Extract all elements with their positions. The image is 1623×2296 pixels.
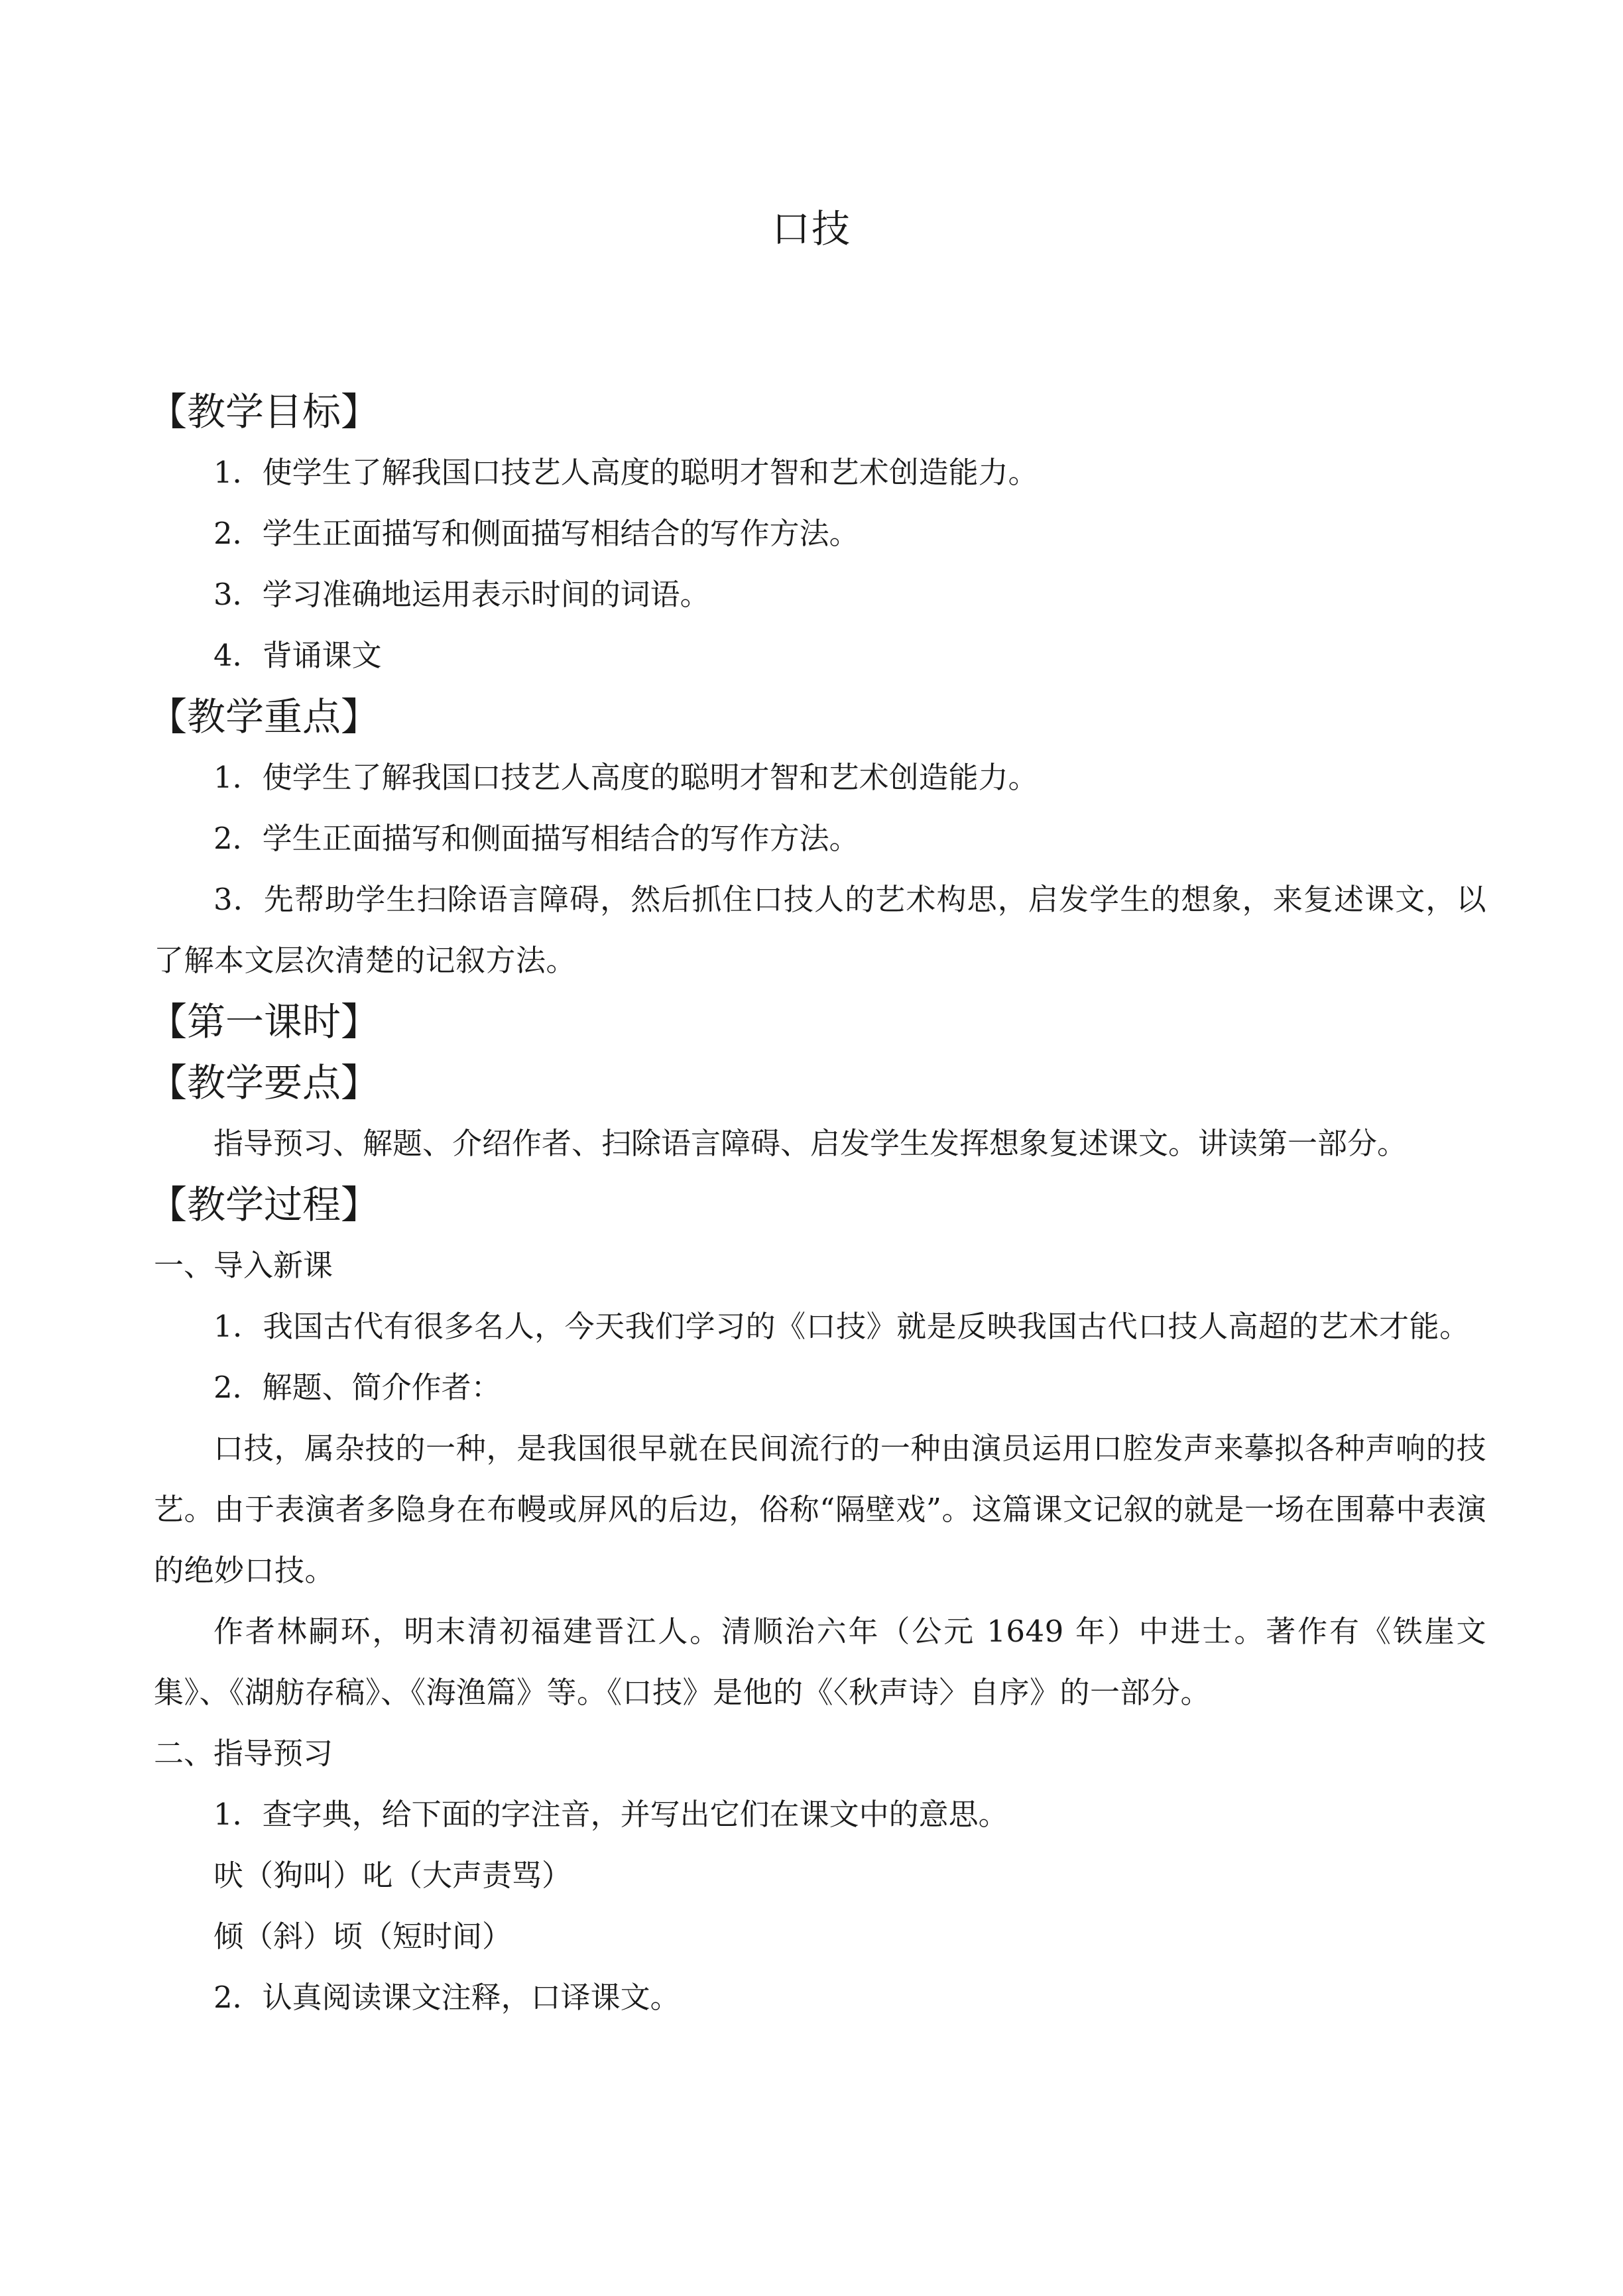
- page-title: 口技: [771, 206, 851, 251]
- key-points-text: 指导预习、解题、介绍作者、扫除语言障碍、启发学生发挥想象复述课文。讲读第一部分。: [213, 1126, 1408, 1161]
- vocab-line: 吠（狗叫）叱（大声责骂）: [213, 1858, 572, 1893]
- focus-item: 1．使学生了解我国口技艺人高度的聪明才智和艺术创造能力。: [213, 760, 1038, 795]
- process-item: 1．我国古代有很多名人，今天我们学习的《口技》就是反映我国古代口技人高超的艺术才能。: [213, 1309, 1470, 1344]
- section-heading-process: 【教学过程】: [149, 1182, 380, 1227]
- document-body: [149, 381, 1486, 2028]
- process-item: 2．解题、简介作者：: [213, 1370, 501, 1405]
- process-part-title: 一、导入新课: [154, 1248, 333, 1283]
- goal-item: 2．学生正面描写和侧面描写相结合的写作方法。: [213, 516, 859, 551]
- focus-item: 3．先帮助学生扫除语言障碍，然后抓住口技人的艺术构思，启发学生的想象，来复述课文，以了解本文层次清楚的记叙方法。: [154, 882, 1486, 978]
- section-heading-teaching-focus: 【教学重点】: [149, 694, 380, 739]
- process-paragraph: 作者林嗣环，明末清初福建晋江人。清顺治六年（公元 1649 年）中进士。著作有《铁崖文集》、《湖舫存稿》、《海渔篇》等。《口技》是他的《〈秋声诗〉自序》的一部分。: [154, 1614, 1486, 1710]
- vocab-line: 倾（斜）顷（短时间）: [213, 1919, 512, 1954]
- process-item: 1．查字典，给下面的字注音，并写出它们在课文中的意思。: [213, 1797, 1008, 1832]
- section-heading-first-lesson: 【第一课时】: [149, 999, 380, 1044]
- process-item: 2．认真阅读课文注释，口译课文。: [213, 1980, 680, 2015]
- section-heading-key-points: 【教学要点】: [149, 1060, 380, 1105]
- goal-item: 4．背诵课文: [213, 638, 382, 673]
- goal-item: 1．使学生了解我国口技艺人高度的聪明才智和艺术创造能力。: [213, 455, 1038, 490]
- section-heading-teaching-goals: 【教学目标】: [149, 389, 380, 434]
- goal-item: 3．学习准确地运用表示时间的词语。: [213, 577, 710, 612]
- process-paragraph: 口技，属杂技的一种，是我国很早就在民间流行的一种由演员运用口腔发声来摹拟各种声响的技艺。由于表演者多隐身在布幔或屏风的后边，俗称“隔壁戏”。这篇课文记叙的就是一场在围幕中表演的绝妙口技。: [154, 1431, 1486, 1588]
- focus-item: 2．学生正面描写和侧面描写相结合的写作方法。: [213, 821, 859, 856]
- process-part-title: 二、指导预习: [154, 1736, 333, 1771]
